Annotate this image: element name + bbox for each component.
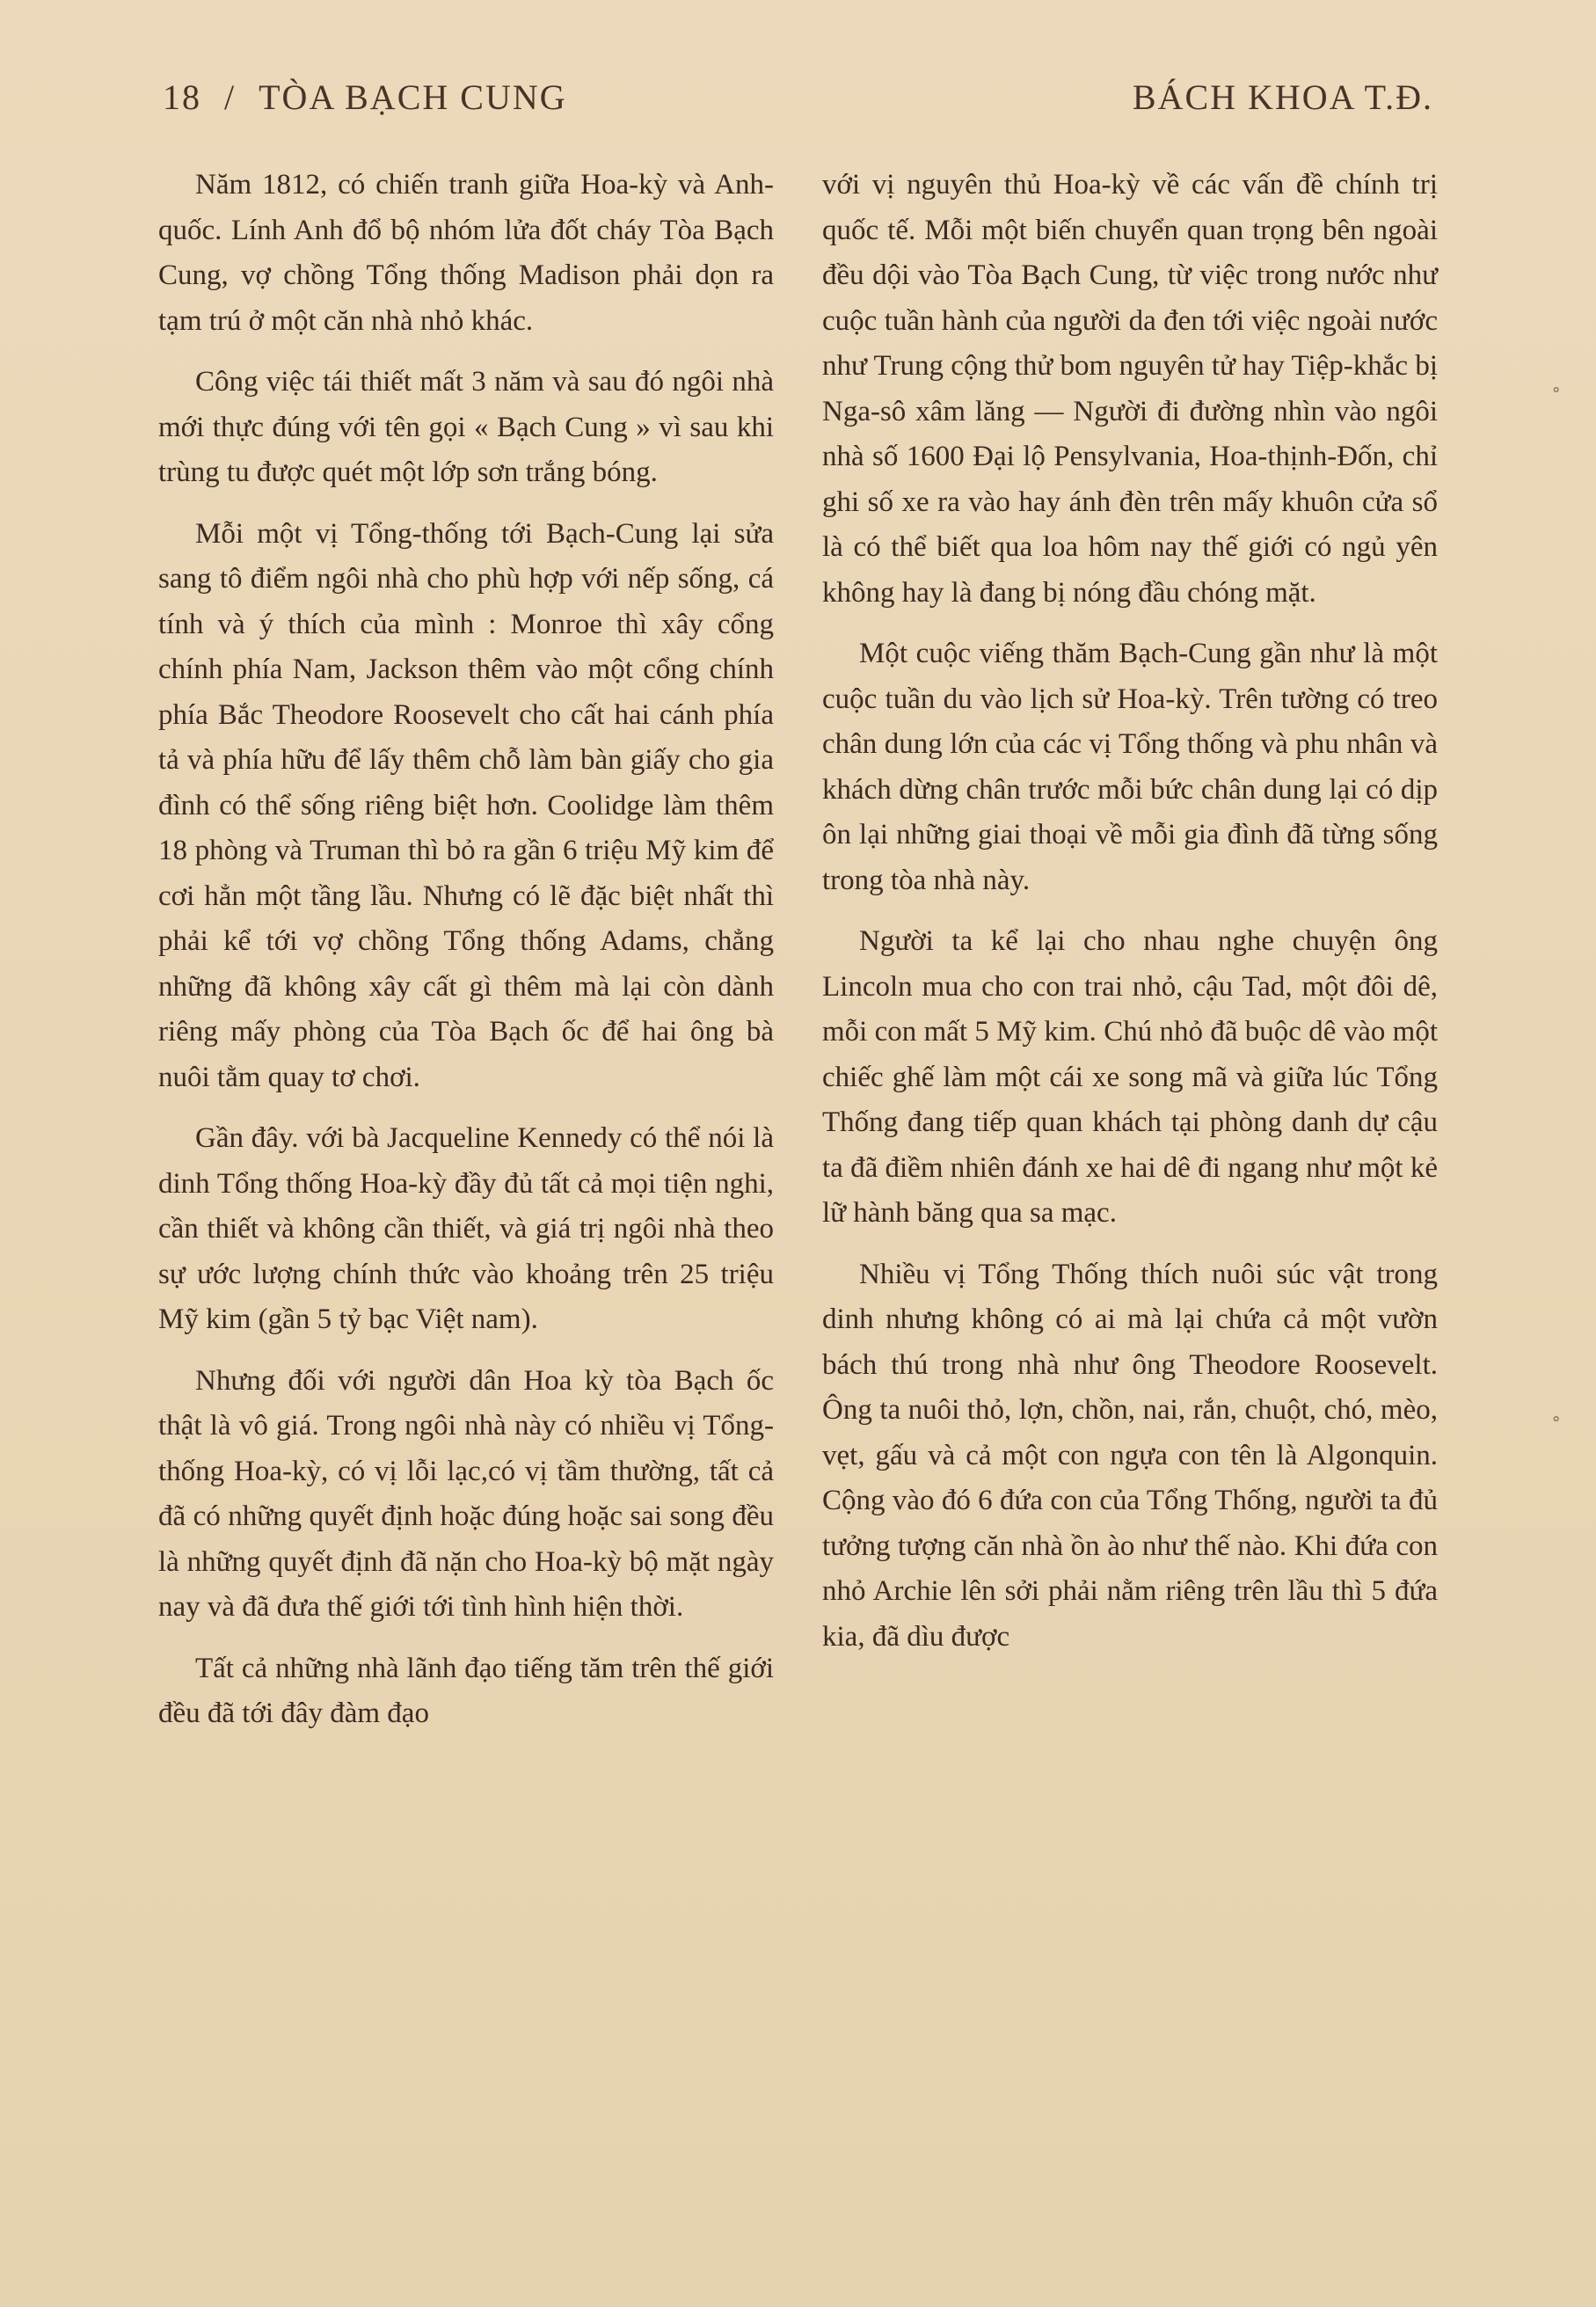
- page-header: [163, 70, 1433, 123]
- paragraph: Gần đây. với bà Jacqueline Kennedy có thể nói là dinh Tổng thống Hoa-kỳ đầy đủ tất cả mọi tiện nghi, cần thiết và không cần thiết, và giá trị ngôi nhà theo sự ước lượng chính thức vào khoảng trên 25 triệu Mỹ kim (gần 5 tỷ bạc Việt nam).: [158, 1122, 774, 1335]
- margin-mark: ∘: [1551, 1407, 1561, 1429]
- paragraph: Mỗi một vị Tổng-thống tới Bạch-Cung lại sửa sang tô điểm ngôi nhà cho phù hợp với nếp sống, cá tính và ý thích của mình : Monroe thì xây cổng chính phía Nam, Jackson thêm vào một cổng chính phía Bắc Theodore Roosevelt cho cất hai cánh phía tả và phía hữu để lấy thêm chỗ làm bàn giấy cho gia đình có thể sống riêng biệt hơn. Coolidge làm thêm 18 phòng và Truman thì bỏ ra gần 6 triệu Mỹ kim để cơi hẳn một tầng lầu. Nhưng có lẽ đặc biệt nhất thì phải kể tới vợ chồng Tổng thống Adams, chẳng những đã không xây cất gì thêm mà lại còn dành riêng mấy phòng của Tòa Bạch ốc để hai ông bà nuôi tằm quay tơ chơi.: [158, 517, 774, 1093]
- magazine-title: BÁCH KHOA T.Đ.: [1132, 77, 1433, 117]
- paragraph: với vị nguyên thủ Hoa-kỳ về các vấn đề chính trị quốc tế. Mỗi một biến chuyển quan trọng bên ngoài đều dội vào Tòa Bạch Cung, từ việc trong nước như cuộc tuần hành của người da đen tới việc ngoài nước như Trung cộng thử bom nguyên tử hay Tiệp-khắc bị Nga-sô xâm lăng — Người đi đường nhìn vào ngôi nhà số 1600 Đại lộ Pensylvania, Hoa-thịnh-Đốn, chỉ ghi số xe ra vào hay ánh đèn trên mấy khuôn cửa sổ là có thể biết qua loa hôm nay thế giới có ngủ yên không hay là đang bị nóng đầu chóng mặt.: [822, 169, 1438, 609]
- section-title: TÒA BẠCH CUNG: [259, 77, 567, 117]
- right-column: [822, 163, 1438, 1753]
- paragraph: Tất cả những nhà lãnh đạo tiếng tăm trên thế giới đều đã tới đây đàm đạo: [158, 1652, 774, 1729]
- header-separator: /: [224, 77, 237, 117]
- paragraph: Nhưng đối với người dân Hoa kỳ tòa Bạch ốc thật là vô giá. Trong ngôi nhà này có nhiều vị Tổng-thống Hoa-kỳ, có vị lỗi lạc,có vị tầm thường, tất cả đã có những quyết định hoặc đúng hoặc sai song đều là những quyết định đã nặn cho Hoa-kỳ bộ mặt ngày nay và đã đưa thế giới tới tình hình hiện thời.: [158, 1364, 774, 1623]
- paragraph: Năm 1812, có chiến tranh giữa Hoa-kỳ và Anh-quốc. Lính Anh đổ bộ nhóm lửa đốt cháy Tòa Bạch Cung, vợ chồng Tổng thống Madison phải dọn ra tạm trú ở một căn nhà nhỏ khác.: [158, 169, 774, 337]
- article-body: [158, 163, 1438, 1753]
- left-column: [158, 163, 774, 1753]
- paragraph: Công việc tái thiết mất 3 năm và sau đó ngôi nhà mới thực đúng với tên gọi « Bạch Cung » vì sau khi trùng tu được quét một lớp sơn trắng bóng.: [158, 366, 774, 488]
- paragraph: Một cuộc viếng thăm Bạch-Cung gần như là một cuộc tuần du vào lịch sử Hoa-kỳ. Trên tường có treo chân dung lớn của các vị Tổng thống và phu nhân và khách dừng chân trước mỗi bức chân dung lại có dịp ôn lại những giai thoại về mỗi gia đình đã từng sống trong tòa nhà này.: [822, 638, 1438, 896]
- margin-mark: ∘: [1551, 378, 1561, 400]
- paragraph: Nhiều vị Tổng Thống thích nuôi súc vật trong dinh nhưng không có ai mà lại chứa cả một vườn bách thú trong nhà như ông Theodore Roosevelt. Ông ta nuôi thỏ, lợn, chồn, nai, rắn, chuột, chó, mèo, vẹt, gấu và cả một con ngựa con tên là Algonquin. Cộng vào đó 6 đứa con của Tổng Thống, người ta đủ tưởng tượng căn nhà ồn ào như thế nào. Khi đứa con nhỏ Archie lên sởi phải nằm riêng trên lầu thì 5 đứa kia, đã dìu được: [822, 1258, 1438, 1653]
- paragraph: Người ta kể lại cho nhau nghe chuyện ông Lincoln mua cho con trai nhỏ, cậu Tad, một đôi dê, mỗi con mất 5 Mỹ kim. Chú nhỏ đã buộc dê vào một chiếc ghế làm một cái xe song mã và giữa lúc Tổng Thống đang tiếp quan khách tại phòng danh dự cậu ta đã điềm nhiên đánh xe hai dê đi ngang như một kẻ lữ hành băng qua sa mạc.: [822, 925, 1438, 1229]
- page-number: 18: [163, 77, 201, 117]
- header-left: [163, 77, 567, 118]
